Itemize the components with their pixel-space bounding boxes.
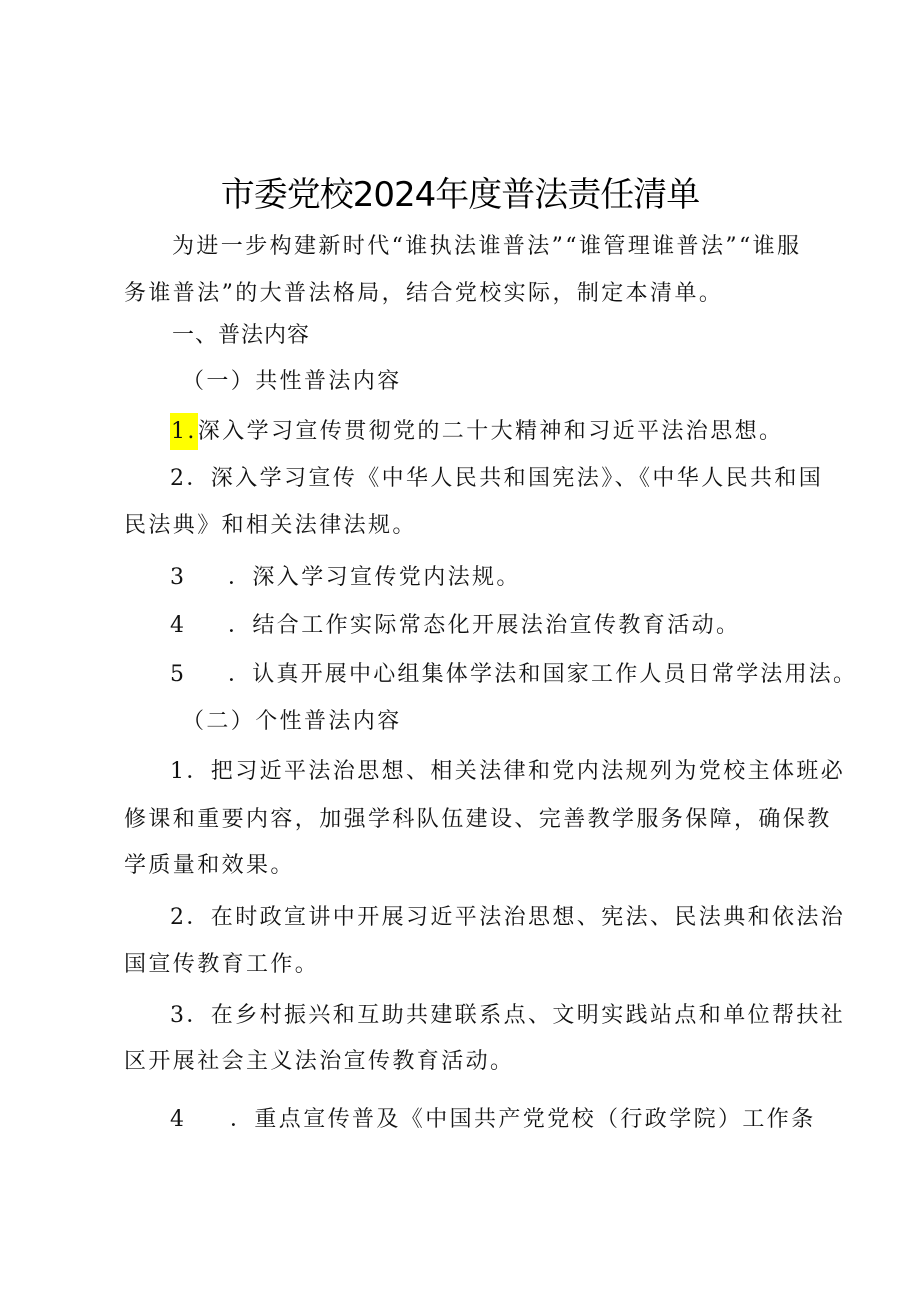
individual-item-1-line-1: 1．把习近平法治思想、相关法律和党内法规列为党校主体班必	[170, 759, 846, 784]
individual-item-1-line-2: 修课和重要内容，加强学科队伍建设、完善教学服务保障，确保教	[124, 807, 832, 832]
individual-item-4-text: ．重点宣传普及《中国共产党党校（行政学院）工作条	[230, 1107, 816, 1132]
individual-item-2-line-1: 2．在时政宣讲中开展习近平法治思想、宪法、民法典和依法治	[170, 905, 846, 930]
common-item-3-text: ．深入学习宣传党内法规。	[228, 565, 521, 590]
common-item-4	[170, 611, 740, 641]
intro-line-2: 务谁普法”的大普法格局，结合党校实际，制定本清单。	[124, 281, 724, 306]
common-item-3	[170, 563, 521, 593]
subsection-heading-common: （一）共性普法内容	[182, 369, 402, 394]
common-item-5-text: ．认真开展中心组集体学法和国家工作人员日常学法用法。	[228, 662, 858, 687]
subsection-heading-individual: （二）个性普法内容	[182, 709, 402, 734]
intro-line-1: 为进一步构建新时代“谁执法谁普法”“谁管理谁普法”“谁服	[172, 234, 802, 259]
common-item-5	[170, 660, 857, 690]
common-item-4-number: 4	[170, 613, 187, 638]
individual-item-2-line-2: 国宣传教育工作。	[124, 952, 320, 977]
common-item-4-text: ．结合工作实际常态化开展法治宣传教育活动。	[228, 613, 741, 638]
individual-item-4-number: 4	[170, 1107, 187, 1132]
common-item-2-line-1: 2．深入学习宣传《中华人民共和国宪法》、《中华人民共和国	[170, 466, 824, 491]
document-title: 市委党校2024年度普法责任清单	[220, 175, 700, 215]
section-heading-content: 一、普法内容	[172, 323, 311, 348]
individual-item-1-line-3: 学质量和效果。	[124, 853, 295, 878]
highlighted-number: 1.	[170, 413, 198, 450]
individual-item-4	[170, 1105, 816, 1135]
common-item-3-number: 3	[170, 565, 187, 590]
common-item-1	[170, 417, 783, 447]
individual-item-3-line-2: 区开展社会主义法治宣传教育活动。	[124, 1049, 515, 1074]
common-item-2-line-2: 民法典》和相关法律法规。	[124, 513, 417, 538]
common-item-5-number: 5	[170, 662, 187, 687]
common-item-1-text: 深入学习宣传贯彻党的二十大精神和习近平法治思想。	[197, 419, 784, 444]
individual-item-3-line-1: 3．在乡村振兴和互助共建联系点、文明实践站点和单位帮扶社	[170, 1003, 846, 1028]
